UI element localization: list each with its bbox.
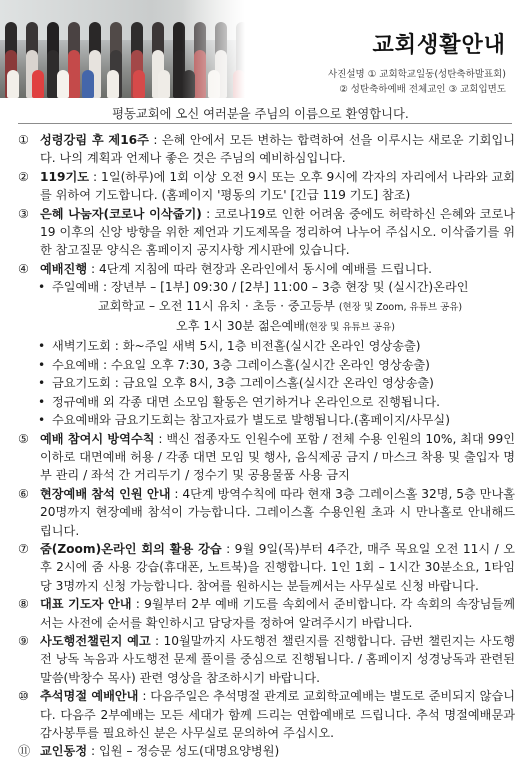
bullet-icon: • <box>38 357 46 372</box>
item-number: ④ <box>18 261 29 276</box>
item-body: : 다음주일은 추석명절 관계로 교회학교예배는 별도로 준비되지 않습니다. 다음주 2부예배는 모든 세대가 함께 드리는 연합예배로 드립니다. 추석 명절예배문과 감사봉투를 필요하신 분은 사무실로 문의하여 주십시오. <box>40 689 515 740</box>
item-body: : 은혜 안에서 모든 변하는 합력하여 선을 이루시는 새로운 기회입니다. 나의 계획과 언제나 좋은 것은 주님의 예비하심입니다. <box>40 133 515 166</box>
notice-item <box>18 632 515 687</box>
item-body: : 백신 접종자도 인원수에 포함 / 전체 수용 인원의 10%, 최대 99인 이하로 대면예배 허용 / 각종 대면 모임 및 행사, 음식제공 금지 / 마스크 착용 및 출입자 명부 관리 / 좌석 간 거리두기 / 정수기 및 공용물품 사용 금지 <box>40 431 515 483</box>
item-number: ③ <box>18 206 29 221</box>
item-body: : 9월 9일(목)부터 4주간, 매주 목요일 오전 11시 / 오후 2시에 줌 사용 강습(휴대폰, 노트북)을 진행합니다. 1인 1회 – 1시간 30분소요, 1타임 당 3명까지 신청 가능합니다. 참여를 원하시는 분들께서는 사무실로 신청 바랍니다. <box>40 541 515 593</box>
bullet-icon: • <box>38 413 46 428</box>
worship-sunday <box>38 278 515 296</box>
notice-item <box>18 540 515 595</box>
item-number: ⑪ <box>18 744 31 759</box>
bullet-text: 정규예배 외 각종 대면 소모임 활동은 연기하거나 온라인으로 진행됩니다. <box>52 394 441 409</box>
item-heading: 성령강림 후 제16주 <box>40 133 149 147</box>
worship-note: (현장 및 유튜브 공유) <box>305 322 395 334</box>
welcome-message: 평동교회에 오신 여러분을 주님의 이름으로 환영합니다. <box>112 107 409 121</box>
worship-bullet <box>38 411 515 429</box>
worship-line-2 <box>38 297 515 317</box>
bullet-text: 금요기도회 : 금요일 오후 8시, 3층 그레이스홀(실시간 온라인 영상송출) <box>52 376 434 391</box>
caption-line: ② 성탄축하예배 전체교인 ③ 교회입면도 <box>339 84 506 95</box>
item-heading: 대표 기도자 안내 <box>40 597 132 612</box>
worship-line: : 장년부 – [1부] 09:30 / [2부] 11:00 – 3층 현장 및 (실시간)온라인 <box>102 280 469 295</box>
worship-line: 교회학교 – 오전 11시 유치 · 초등 · 중고등부 <box>98 298 335 313</box>
item-number: ⑦ <box>18 541 29 556</box>
notice-item <box>18 687 515 742</box>
worship-bullet <box>38 393 515 411</box>
worship-line-3 <box>38 317 515 337</box>
bullet-icon: • <box>38 339 46 354</box>
bullet-icon: • <box>38 280 46 295</box>
photo-caption <box>328 67 506 97</box>
item-body: : 4단계 방역수칙에 따라 현재 3층 그레이스홀 32명, 5층 만나홀 20명까지 현장예배 참석이 가능합니다. 그레이스홀 수용인원 초과 시 만나홀로 안내해드립니다. <box>40 486 515 538</box>
item-body: : 10월말까지 사도행전 챌린지를 진행합니다. 금번 챌린지는 사도행전 낭독 녹음과 사도행전 문제 풀이를 중심으로 진행됩니다. / 홈페이지 성경낭독과 관련된 말씀(박창수 목사) 관련 영상을 참조하시기 바랍니다. <box>40 633 515 685</box>
item-heading: 줌(Zoom)온라인 회의 활용 강습 <box>40 541 222 556</box>
header <box>258 0 516 100</box>
item-number: ⑥ <box>18 486 29 501</box>
notice-item <box>18 742 515 760</box>
worship-note: (현장 및 Zoom, 유튜브 공유) <box>338 301 463 313</box>
item-body: : 코로나19로 인한 어려움 중에도 허락하신 은혜와 코로나19 이후의 신앙 방향을 위한 제언과 기도제목을 정리하여 나누어 주십시오. 이삭줍기를 위한 참고질문 양식은 홈페이지 공지사항 게시판에 있습니다. <box>40 206 516 258</box>
worship-bullet <box>38 356 515 374</box>
divider <box>18 123 512 124</box>
notice-list <box>18 131 515 761</box>
bullet-text: 수요예배와 금요기도회는 참고자료가 별도로 발행됩니다.(홈페이지/사무실) <box>52 413 450 428</box>
caption-line: 사진설명 ① 교회학교일동(성탄축하발표회) <box>328 69 506 80</box>
notice-item <box>18 260 515 278</box>
bullet-text: 새벽기도회 : 화~주일 새벽 5시, 1층 비전홀(실시간 온라인 영상송출) <box>52 339 421 354</box>
bullet-text: 수요예배 : 수요일 오후 7:30, 3층 그레이스홀(실시간 온라인 영상송출) <box>52 357 430 372</box>
item-number: ① <box>18 133 29 147</box>
item-heading: 교인동정 <box>40 744 88 759</box>
header-photo <box>0 0 252 98</box>
worship-bullet <box>38 337 515 355</box>
worship-line: 오후 1시 30분 젊은예배 <box>176 319 306 334</box>
item-number: ② <box>18 169 29 184</box>
notice-item <box>18 430 515 485</box>
notice-item <box>18 485 515 540</box>
item-heading: 119기도 <box>40 169 89 184</box>
item-heading: 추석명절 예배안내 <box>40 689 139 704</box>
item-heading: 현장예배 참석 인원 안내 <box>40 486 171 501</box>
item-number: ⑤ <box>18 431 29 446</box>
bullet-icon: • <box>38 376 46 391</box>
item-body: : 1일(하루)에 1회 이상 오전 9시 또는 오후 9시에 각자의 자리에서 나라와 교회를 위하여 기도합니다. (홈페이지 '평동의 기도' [긴급 119 기도] 참조) <box>40 169 515 203</box>
page-title: 교회생활안내 <box>372 33 506 58</box>
item-number: ⑧ <box>18 597 29 612</box>
notice-item <box>18 131 515 168</box>
item-number: ⑩ <box>18 689 29 704</box>
item-body: : 4단계 지침에 따라 현장과 온라인에서 동시에 예배를 드립니다. <box>87 261 433 276</box>
notice-item <box>18 168 515 205</box>
item-body: : 입원 – 정승문 성도(대명요양병원) <box>87 744 280 759</box>
worship-label: 주일예배 <box>52 280 100 295</box>
item-body: : 9월부터 2부 예배 기도를 속회에서 준비합니다. 각 속회의 속장님들께서는 사전에 순서를 확인하시고 담당자를 정하여 알려주시기 바랍니다. <box>40 597 515 630</box>
notice-item <box>18 205 515 260</box>
item-number: ⑨ <box>18 633 29 648</box>
item-heading: 예배 참여시 방역수칙 <box>40 431 155 446</box>
worship-bullet <box>38 374 515 392</box>
item-heading: 은혜 나눔자(코로나 이삭줍기) <box>40 206 202 221</box>
notice-item <box>18 595 515 632</box>
item-heading: 사도행전챌린지 예고 <box>40 633 151 648</box>
bullet-icon: • <box>38 394 46 409</box>
item-heading: 예배진행 <box>40 261 88 276</box>
